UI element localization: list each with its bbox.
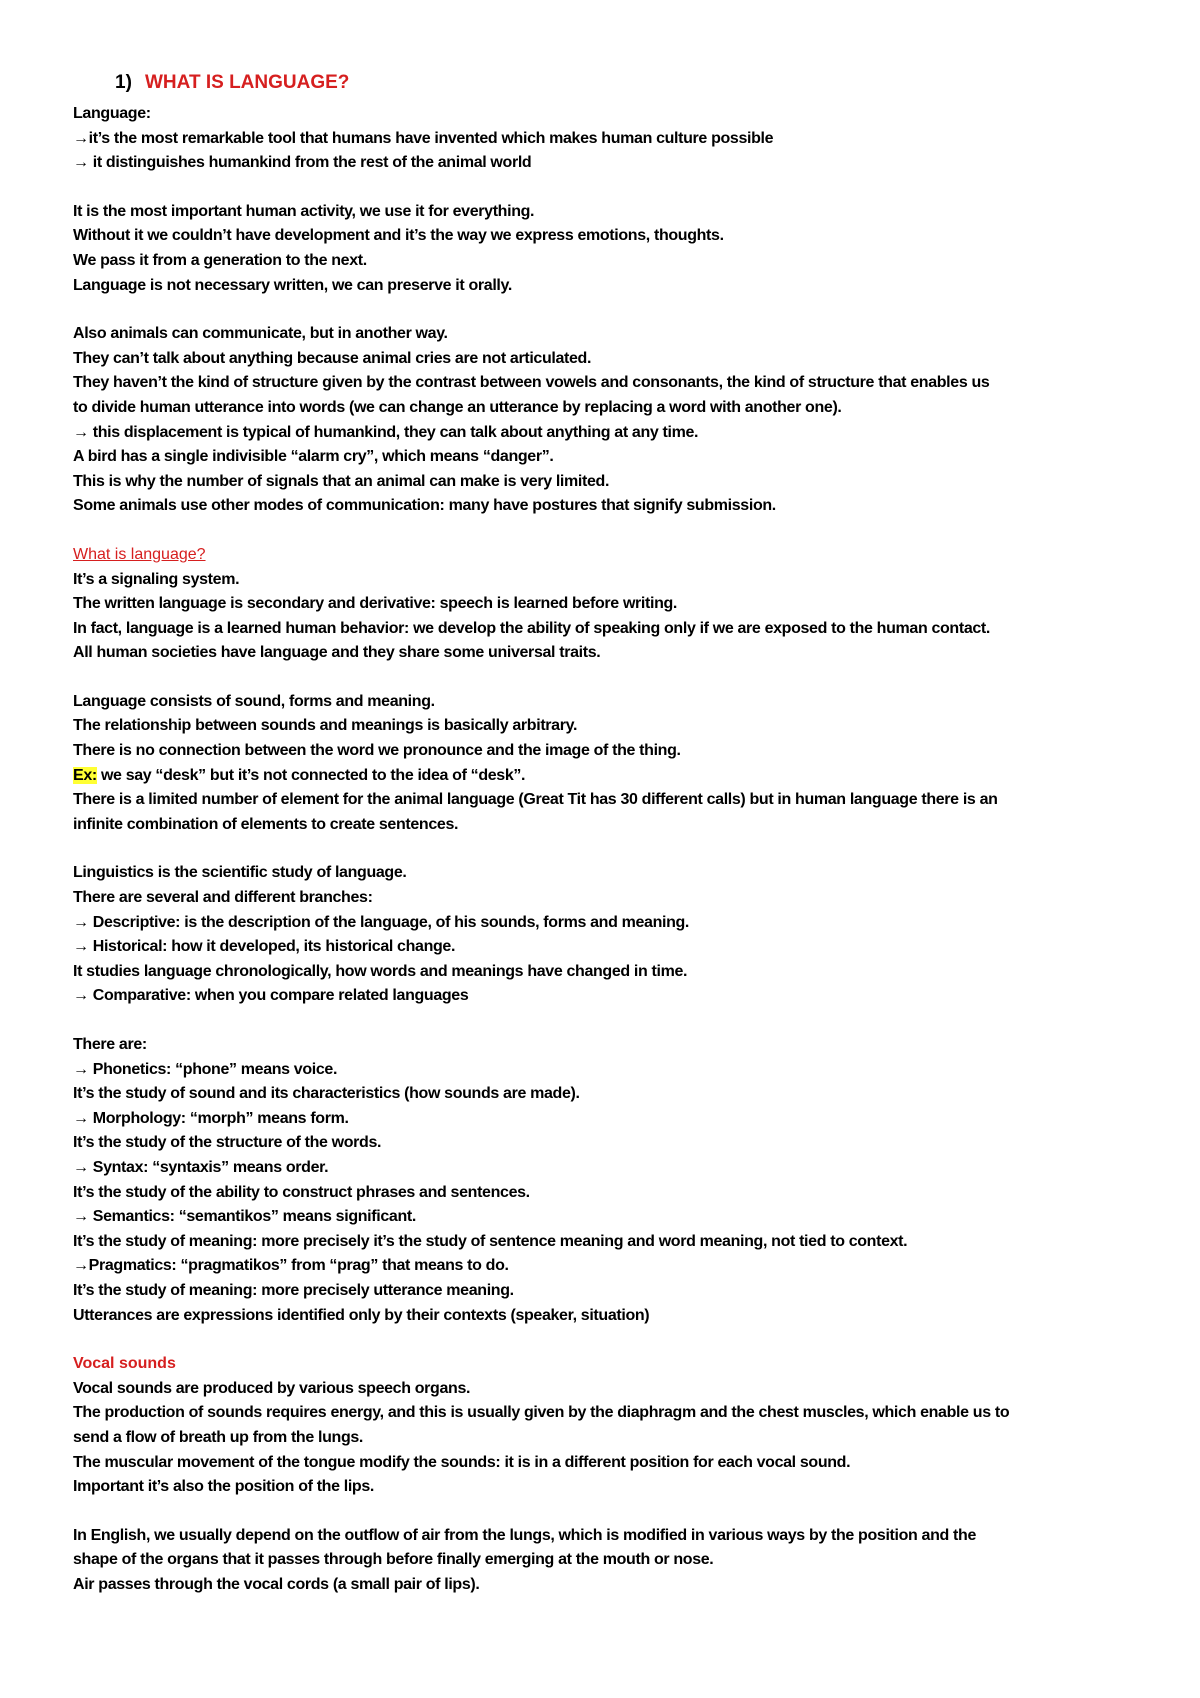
text-line: Language is not necessary written, we can preserve it orally. [73, 276, 512, 294]
text-line: The relationship between sounds and meanings is basically arbitrary. [73, 717, 578, 735]
heading-title: WHAT IS LANGUAGE? [145, 72, 350, 93]
text-line: → Morphology: “morph” means form. [73, 1109, 349, 1127]
text-line: Also animals can communicate, but in another way. [73, 325, 448, 343]
text-line: Utterances are expressions identified only by their contexts (speaker, situation) [73, 1306, 650, 1324]
text-line: They haven’t the kind of structure given by the contrast between vowels and consonants, the kind of structure that enables us [73, 374, 990, 392]
text-line: There are several and different branches: [73, 889, 373, 907]
subheading-vocal-sounds: Vocal sounds [73, 1355, 176, 1373]
text-line: This is why the number of signals that an animal can make is very limited. [73, 472, 610, 490]
example-label-highlight: Ex: [73, 766, 97, 784]
text-line: →it’s the most remarkable tool that humans have invented which makes human culture possible [73, 129, 774, 147]
text-line: shape of the organs that it passes through before finally emerging at the mouth or nose. [73, 1551, 714, 1569]
text-line: Air passes through the vocal cords (a small pair of lips). [73, 1575, 480, 1593]
text-line: There is a limited number of element for the animal language (Great Tit has 30 different calls) but in human language there is an [73, 791, 998, 809]
text-line: There are: [73, 1036, 147, 1053]
paragraph-english-airflow [73, 1524, 1143, 1598]
text-line: In fact, language is a learned human behavior: we develop the ability of speaking only if we are exposed to the human contact. [73, 619, 991, 637]
text-line: We pass it from a generation to the next. [73, 251, 367, 269]
text-line: Language consists of sound, forms and meaning. [73, 692, 435, 710]
section-vocal-sounds [73, 1352, 1143, 1500]
text-line: → Descriptive: is the description of the language, of his sounds, forms and meaning. [73, 913, 690, 931]
text-line: → Phonetics: “phone” means voice. [73, 1060, 338, 1078]
paragraph-animal-communication [73, 322, 1143, 519]
text-line: → Syntax: “syntaxis” means order. [73, 1158, 329, 1176]
paragraph-language-intro [73, 102, 1143, 176]
text-line: Language: [73, 105, 151, 122]
document-content [73, 70, 1143, 1621]
text-line: Some animals use other modes of communication: many have postures that signify submission. [73, 497, 776, 515]
text-line: The written language is secondary and derivative: speech is learned before writing. [73, 595, 678, 613]
text-line: It’s the study of sound and its characteristics (how sounds are made). [73, 1085, 580, 1103]
text-line: It is the most important human activity, we use it for everything. [73, 202, 535, 220]
text-line: A bird has a single indivisible “alarm cry”, which means “danger”. [73, 448, 554, 466]
text-line: The production of sounds requires energy, and this is usually given by the diaphragm and the chest muscles, which enable us to [73, 1404, 1010, 1422]
text-line: Important it’s also the position of the lips. [73, 1478, 375, 1496]
text-line: All human societies have language and they share some universal traits. [73, 644, 601, 662]
text-line: It’s the study of meaning: more precisely utterance meaning. [73, 1281, 514, 1299]
text-line: They can’t talk about anything because animal cries are not articulated. [73, 349, 592, 367]
text-line: → Comparative: when you compare related languages [73, 987, 469, 1005]
text-line: send a flow of breath up from the lungs. [73, 1428, 364, 1446]
text-line: → Semantics: “semantikos” means significant. [73, 1208, 416, 1226]
text-line: →Pragmatics: “pragmatikos” from “prag” that means to do. [73, 1257, 509, 1275]
paragraph-linguistics-branches [73, 861, 1143, 1009]
text-line: → Historical: how it developed, its historical change. [73, 938, 456, 956]
text-line: It’s a signaling system. [73, 570, 240, 588]
paragraph-fields [73, 1033, 1143, 1328]
text-line: Linguistics is the scientific study of language. [73, 864, 407, 882]
text-line: It’s the study of meaning: more precisely it’s the study of sentence meaning and word meaning, not tied to context. [73, 1232, 908, 1250]
example-text: we say “desk” but it’s not connected to the idea of “desk”. [96, 766, 526, 784]
text-line: It studies language chronologically, how words and meanings have changed in time. [73, 962, 688, 980]
text-line: The muscular movement of the tongue modify the sounds: it is in a different position for each vocal sound. [73, 1453, 851, 1471]
paragraph-importance [73, 200, 1143, 298]
text-line: infinite combination of elements to create sentences. [73, 815, 459, 833]
subheading-what-is-language: What is language? [73, 545, 206, 563]
text-line: It’s the study of the ability to construct phrases and sentences. [73, 1183, 530, 1201]
text-line: to divide human utterance into words (we can change an utterance by replacing a word with another one). [73, 398, 842, 416]
text-line: It’s the study of the structure of the words. [73, 1134, 382, 1152]
main-heading [73, 70, 1143, 96]
example-line [73, 764, 1143, 789]
text-line: Without it we couldn’t have development and it’s the way we express emotions, thoughts. [73, 227, 724, 245]
text-line: → it distinguishes humankind from the rest of the animal world [73, 154, 532, 172]
text-line: → this displacement is typical of humankind, they can talk about anything at any time. [73, 423, 699, 441]
text-line: There is no connection between the word we pronounce and the image of the thing. [73, 742, 681, 760]
section-what-is-language [73, 543, 1143, 666]
paragraph-sound-forms-meaning [73, 690, 1143, 838]
text-line: Vocal sounds are produced by various speech organs. [73, 1379, 471, 1397]
text-line: In English, we usually depend on the outflow of air from the lungs, which is modified in various ways by the position and the [73, 1526, 977, 1544]
heading-number: 1) [115, 72, 132, 93]
